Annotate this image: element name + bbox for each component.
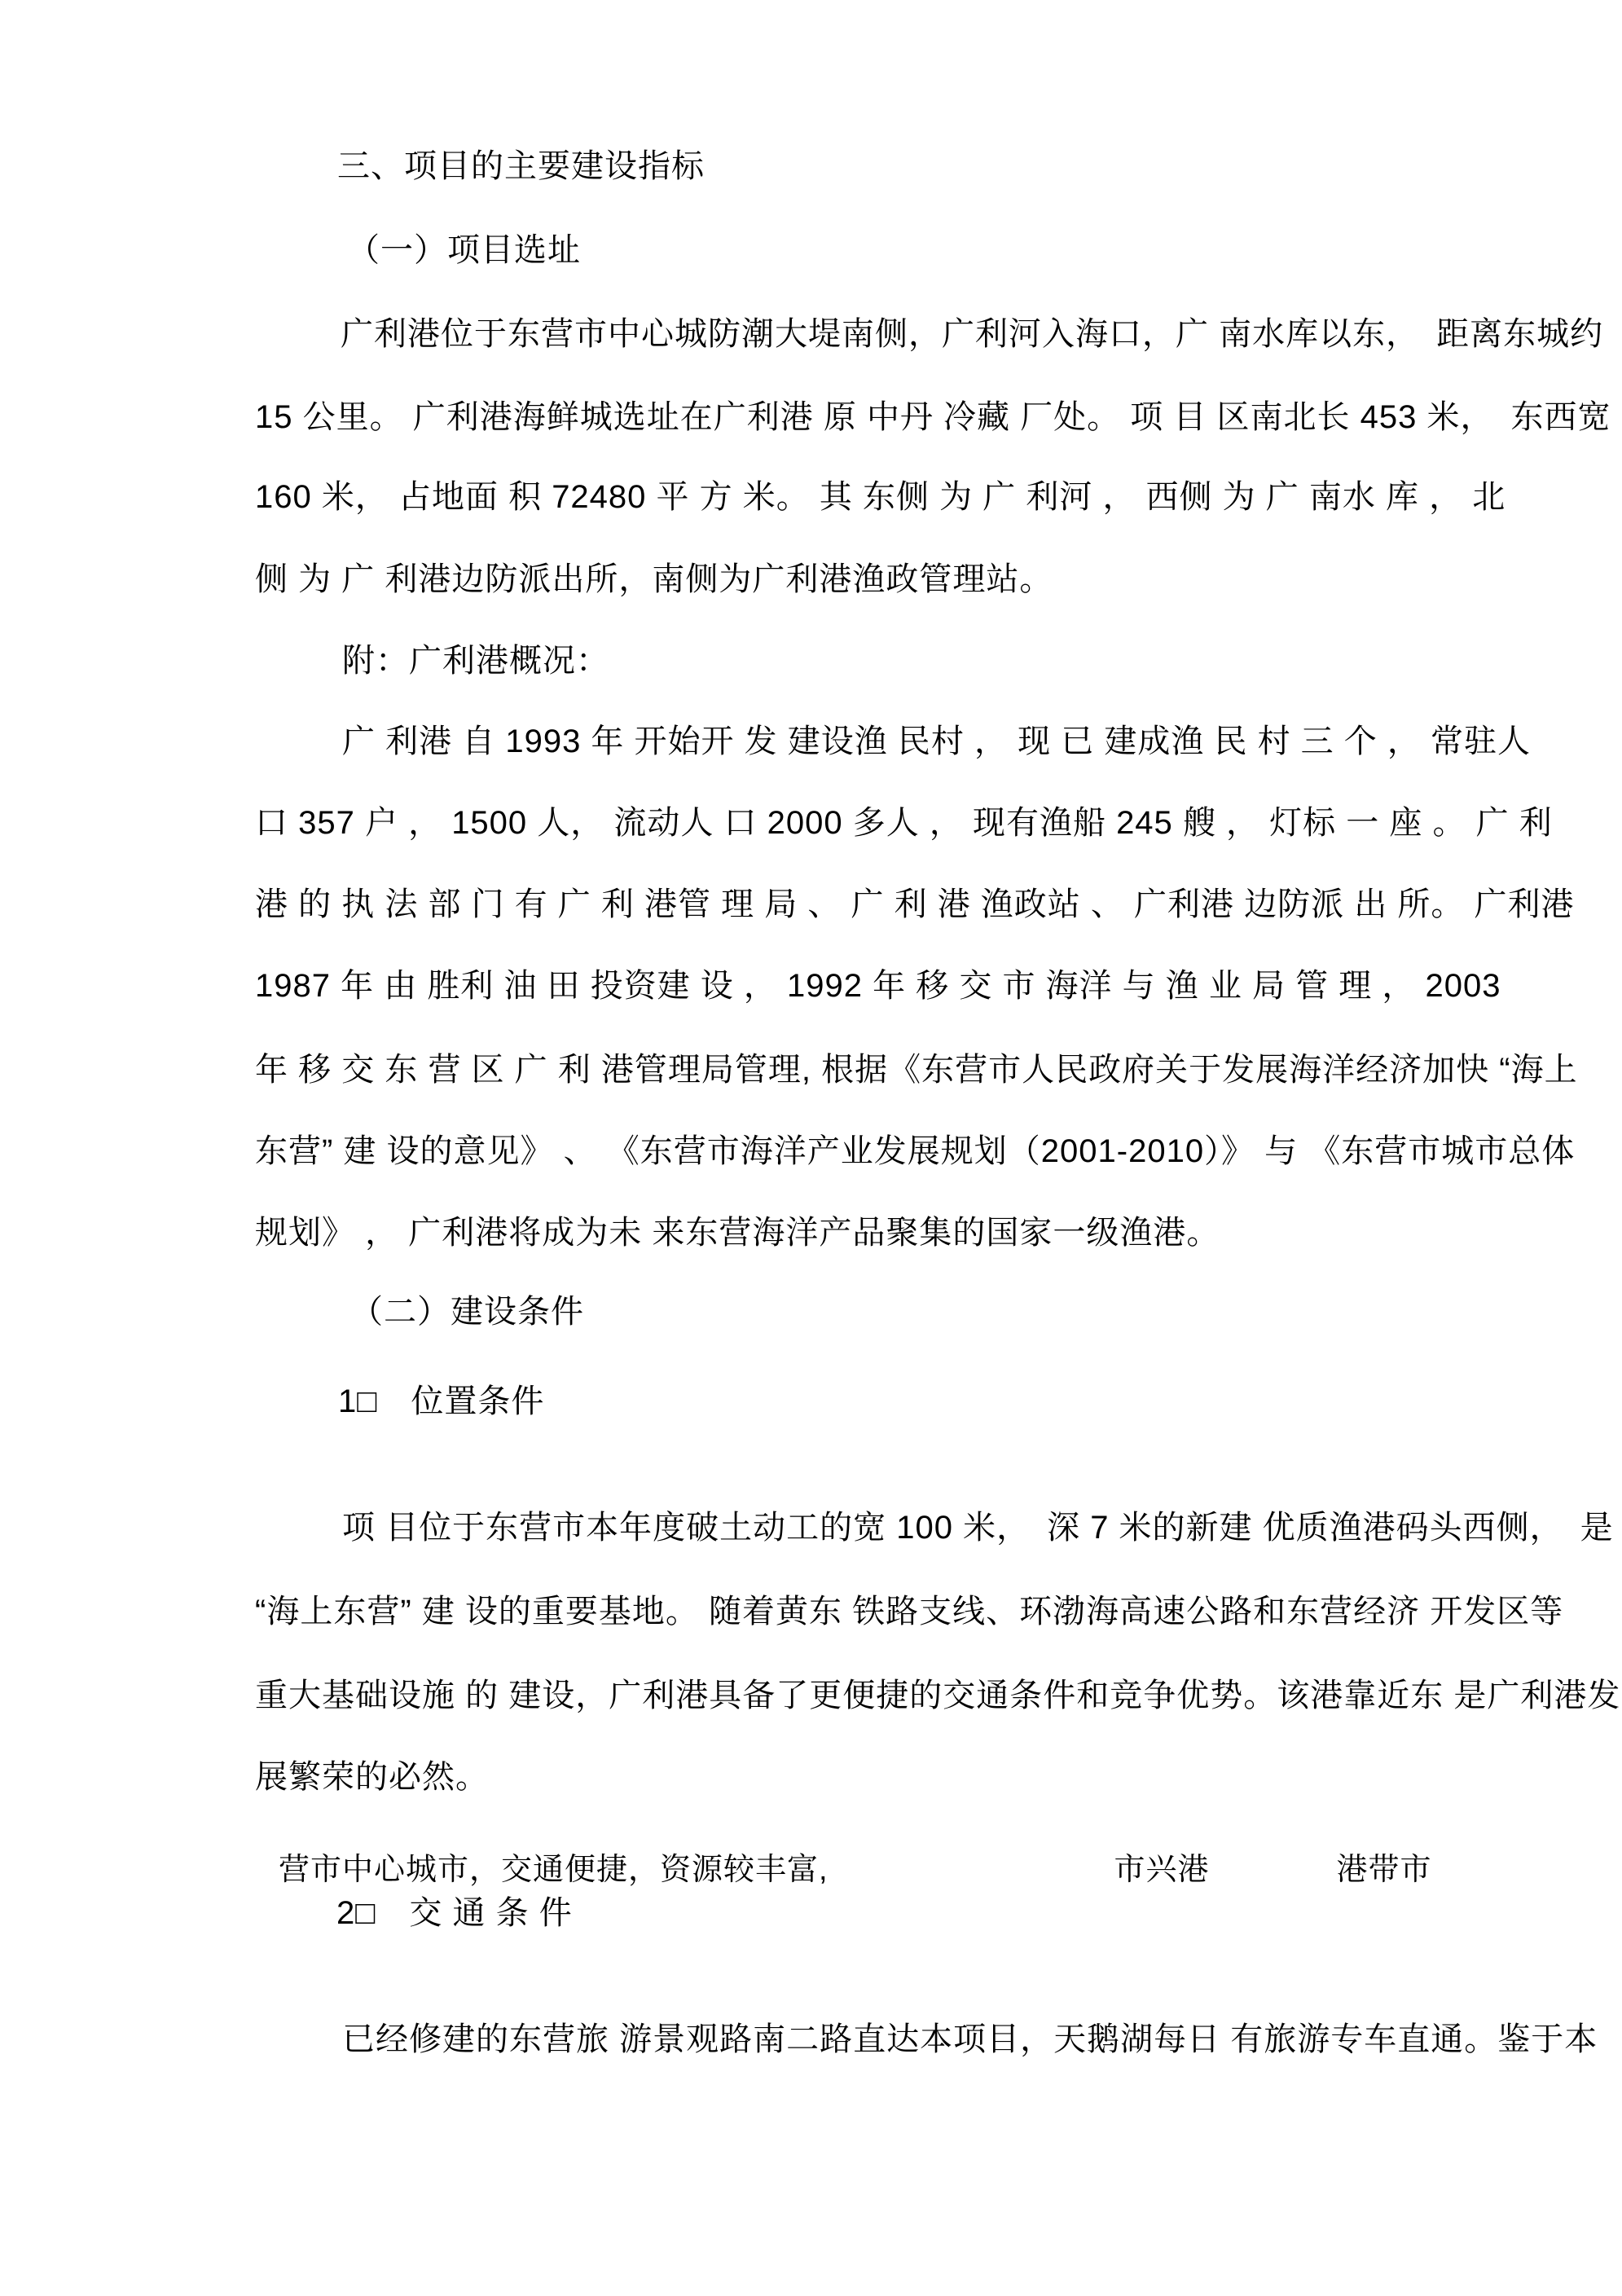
subsection-heading-site: （一）项目选址 [347, 232, 581, 268]
para-overview-line: 规划》 ， 广利港将成为未 来东营海洋产品聚集的国家一级渔港。 [255, 1215, 1220, 1251]
para-location-line: “海上东营” 建 设的重要基地。 随着黄东 铁路支线、环渤海高速公路和东营经济 开发区等 [255, 1594, 1564, 1630]
para-location-line: 展繁荣的必然。 [255, 1759, 489, 1795]
subsection-heading-conditions: （二）建设条件 [350, 1294, 584, 1330]
para-overview-line: 口 357 户 ， 1500 人， 流动人 口 2000 多人 ， 现有渔船 245 艘 ， 灯标 一 座 。 广 利 [255, 805, 1553, 841]
para-site-line: 15 公里。 广利港海鲜城选址在广利港 原 中丹 冷藏 厂处。 项 目 区南北长 453 米， 东西宽 [255, 399, 1611, 435]
para-location-line: 重大基础设施 的 建设，广利港具备了更便捷的交通条件和竞争优势。该港靠近东 是广利港发 [255, 1678, 1621, 1713]
para-traffic-line: 已经修建的东营旅 游景观路南二路直达本项目，天鹅湖每日 有旅游专车直通。鉴于本 [342, 2021, 1598, 2057]
para-site-line: 侧 为 广 利港边防派出所，南侧为广利港渔政管理站。 [255, 561, 1053, 597]
stray-text-line: 营市中心城市，交通便捷，资源较丰富, 市兴港 港带市 [279, 1853, 1432, 1887]
para-overview-line: 东营” 建 设的意见》 、 《东营市海洋产业发展规划（2001-2010）》 与 《东营市城市总体 [255, 1133, 1576, 1169]
para-overview-line: 广 利港 自 1993 年 开始开 发 建设渔 民村 ， 现 已 建成渔 民 村 三 个 ， 常驻人 [342, 724, 1532, 759]
para-overview-line: 港 的 执 法 部 门 有 广 利 港管 理 局 、 广 利 港 渔政站 、 广利港 边防派 出 所。 广利港 [255, 886, 1575, 922]
section-heading: 三、项目的主要建设指标 [337, 148, 705, 184]
note-heading: 附：广利港概况： [342, 643, 609, 679]
para-overview-line: 1987 年 由 胜利 油 田 投资建 设 ， 1992 年 移 交 市 海洋 与 渔 业 局 管 理 ， 2003 [255, 968, 1501, 1004]
para-overview-line: 年 移 交 东 营 区 广 利 港管理局管理, 根据《东营市人民政府关于发展海洋经济加快 “海上 [255, 1052, 1578, 1088]
condition-heading-traffic: 2□ 交 通 条 件 [336, 1895, 573, 1931]
para-site-line: 160 米， 占地面 积 72480 平 方 米。 其 东侧 为 广 利河 ， 西侧 为 广 南水 库 ， 北 [255, 479, 1506, 515]
para-site-line: 广利港位于东营市中心城防潮大堤南侧，广利河入海口，广 南水库以东， 距离东城约 [341, 316, 1604, 352]
condition-heading-location: 1□ 位置条件 [338, 1383, 545, 1419]
para-location-line: 项 目位于东营市本年度破土动工的宽 100 米， 深 7 米的新建 优质渔港码头西侧， 是 [342, 1510, 1614, 1546]
